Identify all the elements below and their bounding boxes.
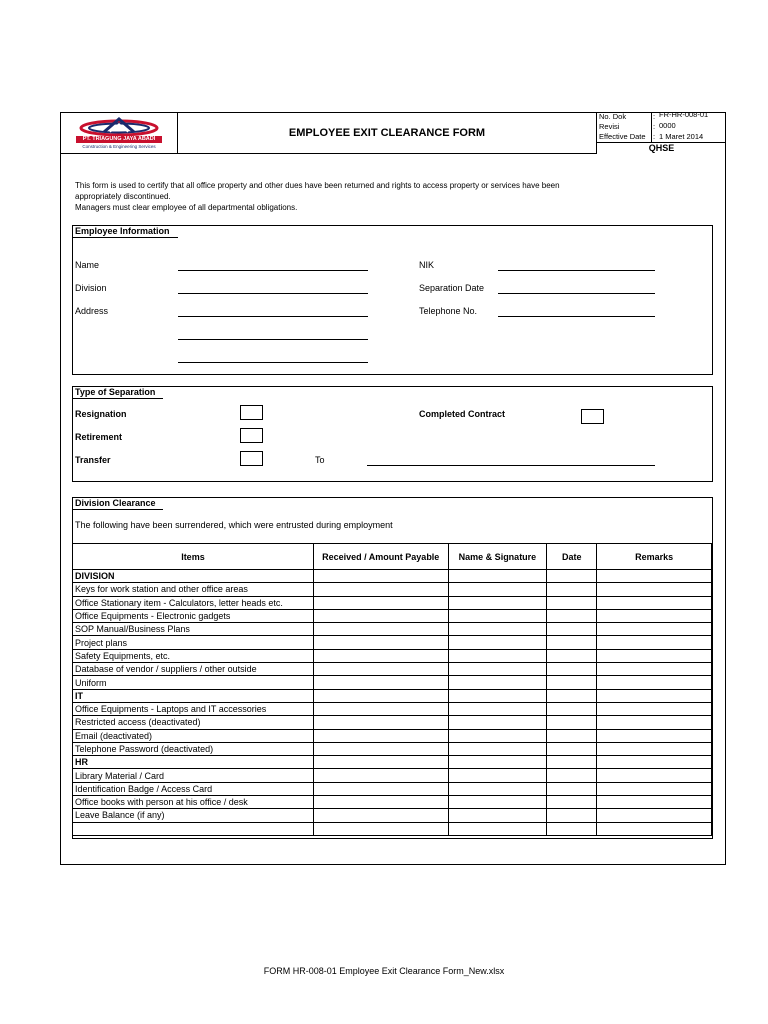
table-row [73, 636, 712, 649]
table-row [73, 729, 712, 742]
resignation-checkbox[interactable] [240, 405, 263, 420]
clearance-table [72, 543, 712, 836]
colon: : [653, 132, 656, 141]
signature-cell[interactable] [448, 676, 547, 689]
received-cell[interactable] [313, 676, 448, 689]
signature-cell[interactable] [448, 796, 547, 809]
footer-filename: FORM HR-008-01 Employee Exit Clearance Form_New.xlsx [263, 966, 505, 976]
item-label: Identification Badge / Access Card [73, 782, 314, 795]
signature-cell[interactable] [448, 782, 547, 795]
section-title-underline [73, 237, 178, 238]
signature-cell[interactable] [448, 716, 547, 729]
table-row [73, 609, 712, 622]
date-cell[interactable] [547, 782, 597, 795]
signature-cell[interactable] [448, 702, 547, 715]
signature-cell[interactable] [448, 623, 547, 636]
table-row [73, 822, 712, 835]
received-cell[interactable] [313, 822, 448, 835]
item-label: Office Stationary item - Calculators, letter heads etc. [73, 596, 314, 609]
received-cell[interactable] [313, 609, 448, 622]
received-cell[interactable] [313, 583, 448, 596]
section-title-underline [73, 398, 163, 399]
remarks-cell[interactable] [597, 583, 712, 596]
colon: : [653, 122, 656, 131]
nik-field[interactable] [498, 270, 655, 271]
signature-cell[interactable] [448, 822, 547, 835]
division-label: Division [75, 283, 107, 293]
received-cell[interactable] [313, 570, 448, 583]
remarks-cell[interactable] [597, 782, 712, 795]
remarks-cell[interactable] [597, 756, 712, 769]
date-cell[interactable] [547, 729, 597, 742]
date-cell[interactable] [547, 623, 597, 636]
signature-cell[interactable] [448, 583, 547, 596]
effective-date-value: 1 Maret 2014 [659, 132, 704, 141]
table-row [73, 796, 712, 809]
date-cell[interactable] [547, 716, 597, 729]
item-label: Project plans [73, 636, 314, 649]
company-tagline: Construction & Engineering Services [82, 144, 156, 149]
date-cell[interactable] [547, 676, 597, 689]
separation-date-field[interactable] [498, 293, 655, 294]
item-label: Restricted access (deactivated) [73, 716, 314, 729]
date-cell[interactable] [547, 649, 597, 662]
signature-cell[interactable] [448, 596, 547, 609]
item-label: Uniform [73, 676, 314, 689]
remarks-cell[interactable] [597, 822, 712, 835]
resignation-label: Resignation [75, 409, 127, 419]
signature-cell[interactable] [448, 609, 547, 622]
completed-contract-checkbox[interactable] [581, 409, 604, 424]
name-field[interactable] [178, 270, 368, 271]
date-cell[interactable] [547, 809, 597, 822]
separation-title: Type of Separation [75, 387, 156, 397]
table-row [73, 742, 712, 755]
retirement-label: Retirement [75, 432, 123, 442]
received-cell[interactable] [313, 756, 448, 769]
remarks-cell[interactable] [597, 702, 712, 715]
revision-value: 0000 [659, 121, 676, 130]
division-field[interactable] [178, 293, 368, 294]
received-cell[interactable] [313, 689, 448, 702]
name-label: Name [75, 260, 100, 270]
employee-info-title: Employee Information [75, 226, 170, 236]
remarks-cell[interactable] [597, 570, 712, 583]
column-header-name-signature: Name & Signature [448, 544, 547, 570]
remarks-cell[interactable] [597, 742, 712, 755]
department-label: QHSE [596, 142, 726, 154]
remarks-cell[interactable] [597, 609, 712, 622]
transfer-label: Transfer [75, 455, 111, 465]
colon: : [653, 112, 656, 121]
date-cell[interactable] [547, 596, 597, 609]
date-cell[interactable] [547, 742, 597, 755]
table-row [73, 782, 712, 795]
signature-cell[interactable] [448, 636, 547, 649]
date-cell[interactable] [547, 609, 597, 622]
completed-contract-label: Completed Contract [419, 409, 506, 419]
remarks-cell[interactable] [597, 636, 712, 649]
table-group-row [73, 689, 712, 702]
item-label: Leave Balance (if any) [73, 809, 314, 822]
received-cell[interactable] [313, 729, 448, 742]
table-row [73, 596, 712, 609]
item-label: Database of vendor / suppliers / other outside [73, 663, 314, 676]
remarks-cell[interactable] [597, 809, 712, 822]
date-cell[interactable] [547, 796, 597, 809]
effective-date-label: Effective Date [599, 132, 646, 141]
received-cell[interactable] [313, 623, 448, 636]
address-field-line-3[interactable] [178, 362, 368, 363]
date-cell[interactable] [547, 663, 597, 676]
date-cell[interactable] [547, 636, 597, 649]
remarks-cell[interactable] [597, 676, 712, 689]
meta-divider [651, 112, 652, 142]
company-name: PT. TRIAGUNG JAYA ABADI [82, 136, 156, 142]
date-cell[interactable] [547, 822, 597, 835]
table-row [73, 663, 712, 676]
received-cell[interactable] [313, 809, 448, 822]
intro-line-2: appropriately discontinued. [75, 192, 171, 201]
employee-info-section [72, 225, 713, 375]
remarks-cell[interactable] [597, 716, 712, 729]
table-row [73, 583, 712, 596]
date-cell[interactable] [547, 570, 597, 583]
signature-cell[interactable] [448, 649, 547, 662]
address-label: Address [75, 306, 109, 316]
item-label: Office Equipments - Laptops and IT accessories [73, 702, 314, 715]
company-logo-cell [60, 112, 178, 154]
date-cell[interactable] [547, 756, 597, 769]
telephone-label: Telephone No. [419, 306, 478, 316]
remarks-cell[interactable] [597, 596, 712, 609]
transfer-to-label: To [315, 455, 325, 465]
intro-line-1: This form is used to certify that all office property and other dues have been returned and rights to access property or services have been [75, 181, 560, 190]
received-cell[interactable] [313, 716, 448, 729]
signature-cell[interactable] [448, 570, 547, 583]
remarks-cell[interactable] [597, 623, 712, 636]
separation-date-label: Separation Date [419, 283, 485, 293]
item-label: Library Material / Card [73, 769, 314, 782]
received-cell[interactable] [313, 663, 448, 676]
item-label: Office books with person at his office / desk [73, 796, 314, 809]
transfer-checkbox[interactable] [240, 451, 263, 466]
table-row [73, 623, 712, 636]
division-clearance-subtitle: The following have been surrendered, which were entrusted during employment [75, 520, 393, 530]
table-row [73, 676, 712, 689]
table-row [73, 769, 712, 782]
section-title-underline [73, 509, 163, 510]
received-cell[interactable] [313, 742, 448, 755]
remarks-cell[interactable] [597, 649, 712, 662]
intro-line-3: Managers must clear employee of all departmental obligations. [75, 203, 298, 212]
signature-cell[interactable] [448, 689, 547, 702]
remarks-cell[interactable] [597, 689, 712, 702]
table-group-row [73, 570, 712, 583]
item-label: Email (deactivated) [73, 729, 314, 742]
item-label: SOP Manual/Business Plans [73, 623, 314, 636]
date-cell[interactable] [547, 583, 597, 596]
signature-cell[interactable] [448, 756, 547, 769]
received-cell[interactable] [313, 596, 448, 609]
column-header-received: Received / Amount Payable [313, 544, 448, 570]
doc-number-value: FR-HR-008-01 [659, 110, 709, 119]
item-label: Telephone Password (deactivated) [73, 742, 314, 755]
intro-text [75, 180, 675, 213]
group-label: IT [73, 689, 314, 702]
remarks-cell[interactable] [597, 729, 712, 742]
telephone-field[interactable] [498, 316, 655, 317]
transfer-to-field[interactable] [367, 465, 655, 466]
group-label: DIVISION [73, 570, 314, 583]
signature-cell[interactable] [448, 729, 547, 742]
column-header-remarks: Remarks [597, 544, 712, 570]
separation-section [72, 386, 713, 482]
item-label: Safety Equipments, etc. [73, 649, 314, 662]
item-label [73, 822, 314, 835]
received-cell[interactable] [313, 769, 448, 782]
column-header-items: Items [73, 544, 314, 570]
signature-cell[interactable] [448, 809, 547, 822]
table-group-row [73, 756, 712, 769]
group-label: HR [73, 756, 314, 769]
division-clearance-title: Division Clearance [75, 498, 156, 508]
received-cell[interactable] [313, 782, 448, 795]
column-header-date: Date [547, 544, 597, 570]
item-label: Office Equipments - Electronic gadgets [73, 609, 314, 622]
date-cell[interactable] [547, 702, 597, 715]
signature-cell[interactable] [448, 769, 547, 782]
signature-cell[interactable] [448, 742, 547, 755]
clearance-table-header [73, 544, 712, 570]
table-row [73, 649, 712, 662]
remarks-cell[interactable] [597, 769, 712, 782]
address-field-line-2[interactable] [178, 339, 368, 340]
received-cell[interactable] [313, 702, 448, 715]
retirement-checkbox[interactable] [240, 428, 263, 443]
table-row [73, 702, 712, 715]
received-cell[interactable] [313, 636, 448, 649]
received-cell[interactable] [313, 649, 448, 662]
received-cell[interactable] [313, 796, 448, 809]
signature-cell[interactable] [448, 663, 547, 676]
date-cell[interactable] [547, 689, 597, 702]
remarks-cell[interactable] [597, 796, 712, 809]
clearance-table-body [73, 570, 712, 836]
item-label: Keys for work station and other office areas [73, 583, 314, 596]
table-row [73, 716, 712, 729]
table-row [73, 809, 712, 822]
remarks-cell[interactable] [597, 663, 712, 676]
address-field-line-1[interactable] [178, 316, 368, 317]
date-cell[interactable] [547, 769, 597, 782]
doc-number-label: No. Dok [599, 112, 627, 121]
revision-label: Revisi [599, 122, 620, 131]
nik-label: NIK [419, 260, 435, 270]
form-title: EMPLOYEE EXIT CLEARANCE FORM [178, 112, 596, 154]
